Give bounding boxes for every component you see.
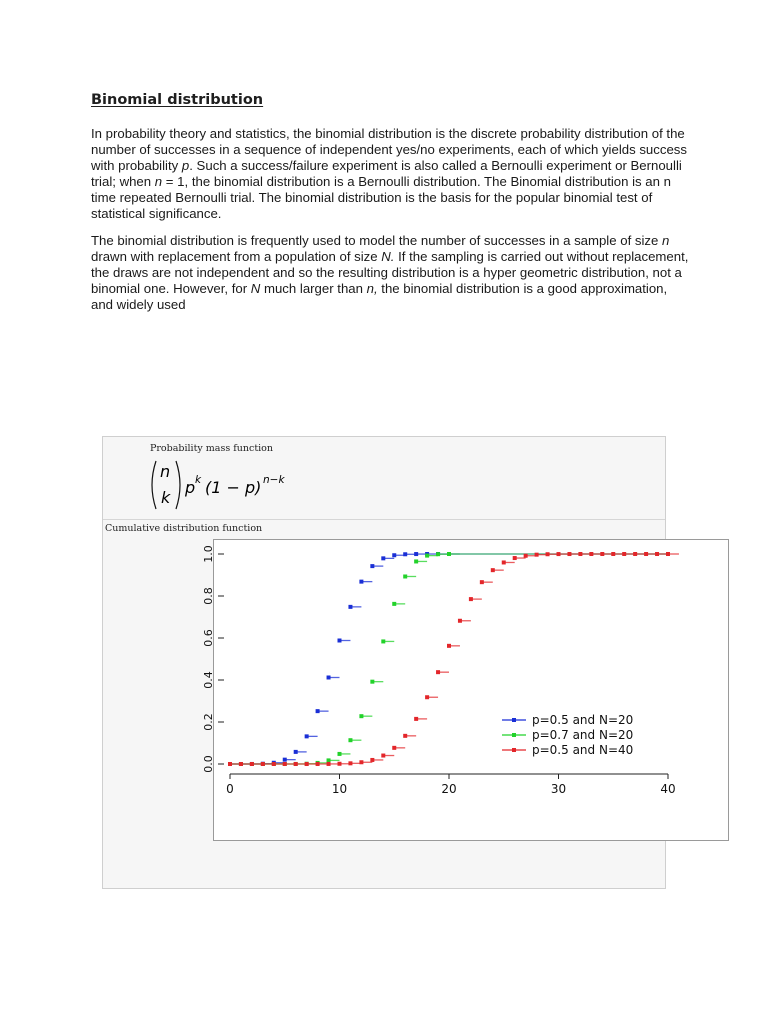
cdf-point: [239, 762, 243, 766]
cdf-point: [567, 552, 571, 556]
cdf-point: [535, 553, 539, 557]
cdf-point: [348, 738, 352, 742]
paragraph-usage: [91, 233, 691, 313]
cdf-point: [392, 602, 396, 606]
cdf-point: [338, 762, 342, 766]
y-tick-label: 1.0: [202, 545, 215, 563]
cdf-point: [381, 754, 385, 758]
y-tick-label: 0.4: [202, 671, 215, 689]
infobox: [102, 436, 676, 889]
cdf-point: [480, 580, 484, 584]
cdf-point: [316, 709, 320, 713]
cdf-point: [666, 552, 670, 556]
pmf-formula: [147, 455, 327, 517]
formula-base: p: [185, 478, 196, 497]
cdf-point: [327, 758, 331, 762]
cdf-point: [392, 553, 396, 557]
cdf-point: [305, 762, 309, 766]
cdf-point: [414, 717, 418, 721]
cdf-point: [414, 559, 418, 563]
binom-top: n: [160, 462, 171, 481]
cdf-point: [316, 762, 320, 766]
cdf-point: [283, 762, 287, 766]
cdf-point: [294, 762, 298, 766]
paragraph-definition: [91, 126, 691, 222]
cdf-point: [447, 644, 451, 648]
cdf-point: [381, 639, 385, 643]
cdf-point: [359, 714, 363, 718]
binom-bottom: k: [161, 488, 171, 507]
cdf-point: [261, 762, 265, 766]
cdf-point: [403, 552, 407, 556]
cdf-point: [403, 574, 407, 578]
x-tick-label: 0: [226, 782, 234, 796]
paragraph-text: The binomial distribution is frequently used to model the number of successes in a sample of size n drawn with replacement from a population of size N. If the sampling is carried out without replacement, the draws are not independent and so the resulting distribution is a hyper geometric distribution, not a binomial one. However, for N much larger than n, the binomial distribution is a good approximation, and widely used: [91, 233, 689, 312]
legend-label: p=0.5 and N=40: [532, 743, 634, 757]
cdf-point: [370, 680, 374, 684]
cdf-point: [414, 552, 418, 556]
cdf-point: [425, 695, 429, 699]
cdf-point: [283, 758, 287, 762]
legend-label: p=0.5 and N=20: [532, 713, 634, 727]
cdf-point: [359, 760, 363, 764]
cdf-point: [611, 552, 615, 556]
y-tick-label: 0.8: [202, 587, 215, 605]
x-tick-label: 20: [441, 782, 457, 796]
cdf-point: [403, 734, 407, 738]
cdf-point: [655, 552, 659, 556]
cdf-point: [491, 568, 495, 572]
cdf-point: [600, 552, 604, 556]
cdf-point: [469, 597, 473, 601]
cdf-plot-frame: [202, 539, 729, 841]
formula-base-exp: k: [195, 474, 202, 486]
x-tick-label: 10: [331, 782, 348, 796]
page-title: Binomial distribution: [91, 92, 264, 108]
cdf-point: [513, 556, 517, 560]
legend-marker: [512, 733, 516, 737]
cdf-point: [338, 638, 342, 642]
infobox-divider: [103, 519, 665, 520]
cdf-point: [381, 556, 385, 560]
cdf-point: [436, 670, 440, 674]
cdf-point: [633, 552, 637, 556]
formula-factor-exp: n−k: [263, 474, 285, 486]
y-tick-label: 0.0: [202, 755, 215, 773]
cdf-point: [524, 554, 528, 558]
y-tick-label: 0.6: [202, 629, 215, 647]
cdf-point: [370, 564, 374, 568]
formula-factor: (1 − p): [205, 478, 262, 497]
legend-marker: [512, 718, 516, 722]
cdf-point: [327, 676, 331, 680]
cdf-label: Cumulative distribution function: [105, 523, 263, 534]
pmf-label: Probability mass function: [150, 443, 274, 454]
cdf-point: [327, 762, 331, 766]
cdf-point: [557, 552, 561, 556]
x-tick-label: 40: [660, 782, 676, 796]
cdf-point: [370, 758, 374, 762]
cdf-point: [359, 580, 363, 584]
cdf-point: [622, 552, 626, 556]
cdf-point: [250, 762, 254, 766]
cdf-point: [272, 762, 276, 766]
x-tick-label: 30: [550, 782, 567, 796]
cdf-chart: [202, 540, 728, 840]
cdf-point: [392, 746, 396, 750]
paragraph-text: In probability theory and statistics, the binomial distribution is the discrete probability distribution of the number of successes in a sequence of independent yes/no experiments, each of which yields success with probability p. Such a success/failure experiment is also called a Bernoulli experiment or Bernoulli trial; when n = 1, the binomial distribution is a Bernoulli distribution. The Binomial distribution is an n time repeated Bernoulli trial. The binomial distribution is the basis for the popular binomial test of statistical significance.: [91, 126, 687, 221]
cdf-point: [436, 552, 440, 556]
cdf-point: [589, 552, 593, 556]
cdf-point: [644, 552, 648, 556]
cdf-point: [348, 761, 352, 765]
cdf-point: [546, 552, 550, 556]
cdf-point: [338, 752, 342, 756]
cdf-point: [348, 605, 352, 609]
cdf-point: [447, 552, 451, 556]
cdf-point: [502, 560, 506, 564]
cdf-point: [458, 619, 462, 623]
y-tick-label: 0.2: [202, 713, 215, 731]
legend-label: p=0.7 and N=20: [532, 728, 634, 742]
cdf-point: [228, 762, 232, 766]
cdf-point: [294, 750, 298, 754]
legend-marker: [512, 748, 516, 752]
cdf-point: [305, 734, 309, 738]
cdf-point: [425, 554, 429, 558]
cdf-point: [578, 552, 582, 556]
